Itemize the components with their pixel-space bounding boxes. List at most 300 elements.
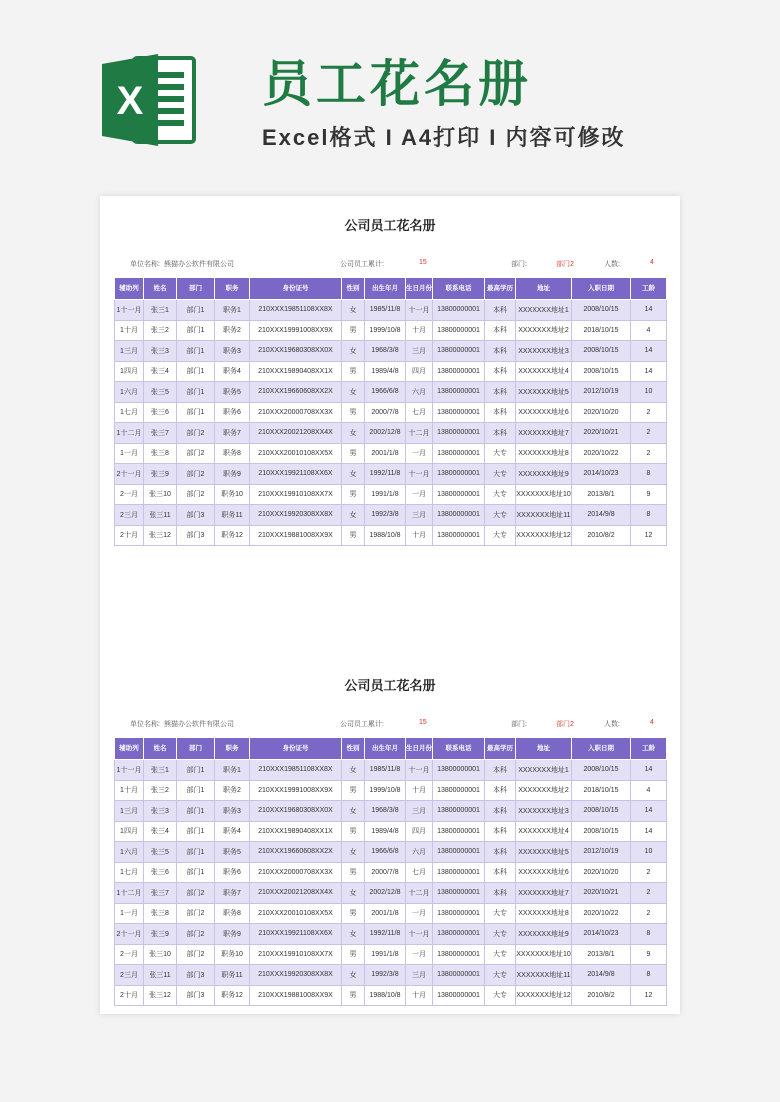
cell-hire-date[interactable]: 2010/8/2 <box>572 985 631 1006</box>
cell-education[interactable]: 大专 <box>485 484 516 505</box>
cell-aux[interactable]: 1三月 <box>115 801 144 822</box>
cell-dept[interactable]: 部门1 <box>177 300 215 321</box>
cell-dept[interactable]: 部门2 <box>177 903 215 924</box>
cell-bday-month[interactable]: 六月 <box>406 842 433 863</box>
cell-id[interactable]: 210XXX20000708XX3X <box>250 402 342 423</box>
cell-id[interactable]: 210XXX19921108XX6X <box>250 464 342 485</box>
cell-birth[interactable]: 2000/7/8 <box>365 862 406 883</box>
cell-id[interactable]: 210XXX19920308XX8X <box>250 965 342 986</box>
cell-name[interactable]: 张三6 <box>144 402 177 423</box>
cell-aux[interactable]: 1一月 <box>115 443 144 464</box>
cell-name[interactable]: 张三11 <box>144 505 177 526</box>
cell-gender[interactable]: 男 <box>342 484 365 505</box>
cell-bday-month[interactable]: 一月 <box>406 944 433 965</box>
cell-birth[interactable]: 1989/4/8 <box>365 361 406 382</box>
cell-bday-month[interactable]: 十二月 <box>406 423 433 444</box>
cell-bday-month[interactable]: 一月 <box>406 484 433 505</box>
cell-hire-date[interactable]: 2014/10/23 <box>572 464 631 485</box>
cell-hire-date[interactable]: 2012/10/19 <box>572 842 631 863</box>
cell-address[interactable]: XXXXXXX地址6 <box>516 862 572 883</box>
cell-bday-month[interactable]: 十二月 <box>406 883 433 904</box>
cell-name[interactable]: 张三8 <box>144 903 177 924</box>
cell-bday-month[interactable]: 七月 <box>406 862 433 883</box>
cell-dept[interactable]: 部门2 <box>177 464 215 485</box>
cell-seniority[interactable]: 4 <box>631 780 667 801</box>
cell-name[interactable]: 张三9 <box>144 924 177 945</box>
cell-name[interactable]: 张三4 <box>144 361 177 382</box>
cell-aux[interactable]: 1十二月 <box>115 423 144 444</box>
cell-education[interactable]: 本科 <box>485 361 516 382</box>
cell-birth[interactable]: 1999/10/8 <box>365 320 406 341</box>
cell-aux[interactable]: 2一月 <box>115 944 144 965</box>
cell-address[interactable]: XXXXXXX地址2 <box>516 780 572 801</box>
cell-id[interactable]: 210XXX19881008XX9X <box>250 985 342 1006</box>
cell-address[interactable]: XXXXXXX地址3 <box>516 341 572 362</box>
cell-education[interactable]: 本科 <box>485 760 516 781</box>
cell-id[interactable]: 210XXX19921108XX6X <box>250 924 342 945</box>
cell-education[interactable]: 本科 <box>485 801 516 822</box>
cell-hire-date[interactable]: 2014/9/8 <box>572 965 631 986</box>
cell-birth[interactable]: 1988/10/8 <box>365 525 406 546</box>
cell-seniority[interactable]: 10 <box>631 842 667 863</box>
cell-dept[interactable]: 部门3 <box>177 965 215 986</box>
cell-seniority[interactable]: 14 <box>631 821 667 842</box>
cell-name[interactable]: 张三7 <box>144 423 177 444</box>
cell-birth[interactable]: 1985/11/8 <box>365 300 406 321</box>
cell-education[interactable]: 大专 <box>485 965 516 986</box>
cell-name[interactable]: 张三1 <box>144 760 177 781</box>
cell-dept[interactable]: 部门2 <box>177 484 215 505</box>
cell-education[interactable]: 大专 <box>485 924 516 945</box>
cell-gender[interactable]: 女 <box>342 464 365 485</box>
cell-hire-date[interactable]: 2008/10/15 <box>572 300 631 321</box>
cell-phone[interactable]: 13800000001 <box>433 361 485 382</box>
cell-address[interactable]: XXXXXXX地址8 <box>516 903 572 924</box>
cell-hire-date[interactable]: 2020/10/22 <box>572 443 631 464</box>
cell-aux[interactable]: 1四月 <box>115 821 144 842</box>
cell-hire-date[interactable]: 2020/10/21 <box>572 883 631 904</box>
cell-education[interactable]: 大专 <box>485 505 516 526</box>
cell-role[interactable]: 职务3 <box>215 801 250 822</box>
cell-phone[interactable]: 13800000001 <box>433 842 485 863</box>
cell-role[interactable]: 职务4 <box>215 821 250 842</box>
cell-phone[interactable]: 13800000001 <box>433 464 485 485</box>
cell-role[interactable]: 职务2 <box>215 780 250 801</box>
cell-id[interactable]: 210XXX19851108XX8X <box>250 300 342 321</box>
cell-aux[interactable]: 1十二月 <box>115 883 144 904</box>
cell-birth[interactable]: 2002/12/8 <box>365 423 406 444</box>
cell-phone[interactable]: 13800000001 <box>433 402 485 423</box>
cell-role[interactable]: 职务1 <box>215 760 250 781</box>
cell-gender[interactable]: 女 <box>342 423 365 444</box>
cell-gender[interactable]: 女 <box>342 505 365 526</box>
cell-seniority[interactable]: 2 <box>631 443 667 464</box>
cell-seniority[interactable]: 2 <box>631 402 667 423</box>
cell-gender[interactable]: 男 <box>342 944 365 965</box>
cell-address[interactable]: XXXXXXX地址5 <box>516 382 572 403</box>
cell-seniority[interactable]: 8 <box>631 505 667 526</box>
cell-role[interactable]: 职务7 <box>215 883 250 904</box>
cell-phone[interactable]: 13800000001 <box>433 944 485 965</box>
cell-phone[interactable]: 13800000001 <box>433 780 485 801</box>
cell-address[interactable]: XXXXXXX地址12 <box>516 985 572 1006</box>
cell-id[interactable]: 210XXX20021208XX4X <box>250 883 342 904</box>
cell-hire-date[interactable]: 2008/10/15 <box>572 361 631 382</box>
cell-seniority[interactable]: 8 <box>631 965 667 986</box>
cell-role[interactable]: 职务8 <box>215 903 250 924</box>
cell-id[interactable]: 210XXX20010108XX5X <box>250 443 342 464</box>
cell-birth[interactable]: 1966/6/8 <box>365 382 406 403</box>
cell-education[interactable]: 本科 <box>485 382 516 403</box>
cell-gender[interactable]: 女 <box>342 842 365 863</box>
cell-phone[interactable]: 13800000001 <box>433 525 485 546</box>
cell-hire-date[interactable]: 2020/10/22 <box>572 903 631 924</box>
cell-aux[interactable]: 1七月 <box>115 862 144 883</box>
cell-bday-month[interactable]: 七月 <box>406 402 433 423</box>
cell-seniority[interactable]: 2 <box>631 862 667 883</box>
cell-bday-month[interactable]: 三月 <box>406 965 433 986</box>
cell-id[interactable]: 210XXX19920308XX8X <box>250 505 342 526</box>
cell-name[interactable]: 张三10 <box>144 484 177 505</box>
cell-gender[interactable]: 女 <box>342 341 365 362</box>
cell-role[interactable]: 职务6 <box>215 862 250 883</box>
cell-address[interactable]: XXXXXXX地址6 <box>516 402 572 423</box>
cell-id[interactable]: 210XXX19680308XX0X <box>250 341 342 362</box>
cell-education[interactable]: 大专 <box>485 903 516 924</box>
cell-dept[interactable]: 部门2 <box>177 924 215 945</box>
cell-phone[interactable]: 13800000001 <box>433 883 485 904</box>
cell-bday-month[interactable]: 六月 <box>406 382 433 403</box>
cell-role[interactable]: 职务3 <box>215 341 250 362</box>
cell-bday-month[interactable]: 四月 <box>406 821 433 842</box>
cell-role[interactable]: 职务1 <box>215 300 250 321</box>
cell-birth[interactable]: 2000/7/8 <box>365 402 406 423</box>
cell-id[interactable]: 210XXX19991008XX9X <box>250 780 342 801</box>
cell-dept[interactable]: 部门1 <box>177 341 215 362</box>
cell-education[interactable]: 本科 <box>485 423 516 444</box>
cell-dept[interactable]: 部门1 <box>177 382 215 403</box>
cell-phone[interactable]: 13800000001 <box>433 382 485 403</box>
cell-phone[interactable]: 13800000001 <box>433 423 485 444</box>
cell-bday-month[interactable]: 十月 <box>406 320 433 341</box>
cell-aux[interactable]: 1十一月 <box>115 760 144 781</box>
cell-id[interactable]: 210XXX19881008XX9X <box>250 525 342 546</box>
cell-aux[interactable]: 1六月 <box>115 842 144 863</box>
cell-education[interactable]: 本科 <box>485 821 516 842</box>
cell-bday-month[interactable]: 十月 <box>406 525 433 546</box>
cell-birth[interactable]: 1989/4/8 <box>365 821 406 842</box>
cell-hire-date[interactable]: 2013/8/1 <box>572 484 631 505</box>
cell-aux[interactable]: 1六月 <box>115 382 144 403</box>
cell-education[interactable]: 本科 <box>485 341 516 362</box>
cell-name[interactable]: 张三4 <box>144 821 177 842</box>
cell-name[interactable]: 张三10 <box>144 944 177 965</box>
cell-aux[interactable]: 1七月 <box>115 402 144 423</box>
cell-gender[interactable]: 女 <box>342 300 365 321</box>
cell-phone[interactable]: 13800000001 <box>433 862 485 883</box>
cell-aux[interactable]: 2一月 <box>115 484 144 505</box>
cell-birth[interactable]: 1992/11/8 <box>365 924 406 945</box>
cell-id[interactable]: 210XXX20010108XX5X <box>250 903 342 924</box>
cell-hire-date[interactable]: 2008/10/15 <box>572 760 631 781</box>
cell-hire-date[interactable]: 2008/10/15 <box>572 821 631 842</box>
cell-seniority[interactable]: 10 <box>631 382 667 403</box>
cell-id[interactable]: 210XXX19991008XX9X <box>250 320 342 341</box>
cell-name[interactable]: 张三1 <box>144 300 177 321</box>
cell-role[interactable]: 职务4 <box>215 361 250 382</box>
cell-education[interactable]: 大专 <box>485 944 516 965</box>
cell-address[interactable]: XXXXXXX地址11 <box>516 965 572 986</box>
cell-name[interactable]: 张三5 <box>144 842 177 863</box>
cell-address[interactable]: XXXXXXX地址8 <box>516 443 572 464</box>
cell-name[interactable]: 张三7 <box>144 883 177 904</box>
cell-id[interactable]: 210XXX19660608XX2X <box>250 842 342 863</box>
cell-gender[interactable]: 女 <box>342 760 365 781</box>
cell-id[interactable]: 210XXX19890408XX1X <box>250 821 342 842</box>
cell-dept[interactable]: 部门1 <box>177 320 215 341</box>
cell-name[interactable]: 张三8 <box>144 443 177 464</box>
cell-gender[interactable]: 女 <box>342 801 365 822</box>
cell-name[interactable]: 张三3 <box>144 341 177 362</box>
cell-birth[interactable]: 1988/10/8 <box>365 985 406 1006</box>
cell-bday-month[interactable]: 十一月 <box>406 300 433 321</box>
cell-phone[interactable]: 13800000001 <box>433 821 485 842</box>
cell-bday-month[interactable]: 十一月 <box>406 760 433 781</box>
cell-hire-date[interactable]: 2010/8/2 <box>572 525 631 546</box>
cell-address[interactable]: XXXXXXX地址3 <box>516 801 572 822</box>
cell-bday-month[interactable]: 十月 <box>406 780 433 801</box>
cell-dept[interactable]: 部门1 <box>177 760 215 781</box>
cell-bday-month[interactable]: 十一月 <box>406 924 433 945</box>
cell-id[interactable]: 210XXX19680308XX0X <box>250 801 342 822</box>
cell-education[interactable]: 大专 <box>485 525 516 546</box>
cell-seniority[interactable]: 9 <box>631 944 667 965</box>
cell-aux[interactable]: 2三月 <box>115 965 144 986</box>
cell-bday-month[interactable]: 三月 <box>406 341 433 362</box>
cell-seniority[interactable]: 8 <box>631 464 667 485</box>
cell-gender[interactable]: 男 <box>342 443 365 464</box>
cell-aux[interactable]: 1十月 <box>115 780 144 801</box>
cell-address[interactable]: XXXXXXX地址7 <box>516 423 572 444</box>
cell-aux[interactable]: 1十一月 <box>115 300 144 321</box>
cell-address[interactable]: XXXXXXX地址12 <box>516 525 572 546</box>
cell-phone[interactable]: 13800000001 <box>433 505 485 526</box>
cell-seniority[interactable]: 14 <box>631 760 667 781</box>
cell-address[interactable]: XXXXXXX地址10 <box>516 484 572 505</box>
cell-dept[interactable]: 部门2 <box>177 443 215 464</box>
cell-birth[interactable]: 1968/3/8 <box>365 341 406 362</box>
cell-dept[interactable]: 部门3 <box>177 985 215 1006</box>
cell-address[interactable]: XXXXXXX地址4 <box>516 821 572 842</box>
cell-aux[interactable]: 2三月 <box>115 505 144 526</box>
cell-birth[interactable]: 1966/6/8 <box>365 842 406 863</box>
cell-dept[interactable]: 部门2 <box>177 883 215 904</box>
cell-id[interactable]: 210XXX19910108XX7X <box>250 944 342 965</box>
cell-dept[interactable]: 部门1 <box>177 402 215 423</box>
cell-seniority[interactable]: 14 <box>631 300 667 321</box>
cell-role[interactable]: 职务7 <box>215 423 250 444</box>
cell-hire-date[interactable]: 2008/10/15 <box>572 341 631 362</box>
cell-seniority[interactable]: 2 <box>631 903 667 924</box>
cell-education[interactable]: 本科 <box>485 842 516 863</box>
cell-dept[interactable]: 部门2 <box>177 423 215 444</box>
cell-role[interactable]: 职务10 <box>215 944 250 965</box>
cell-role[interactable]: 职务9 <box>215 464 250 485</box>
cell-role[interactable]: 职务8 <box>215 443 250 464</box>
cell-hire-date[interactable]: 2014/10/23 <box>572 924 631 945</box>
cell-role[interactable]: 职务11 <box>215 505 250 526</box>
cell-birth[interactable]: 1991/1/8 <box>365 944 406 965</box>
cell-name[interactable]: 张三12 <box>144 525 177 546</box>
cell-education[interactable]: 本科 <box>485 402 516 423</box>
cell-name[interactable]: 张三2 <box>144 320 177 341</box>
cell-address[interactable]: XXXXXXX地址9 <box>516 464 572 485</box>
cell-seniority[interactable]: 14 <box>631 801 667 822</box>
cell-role[interactable]: 职务12 <box>215 985 250 1006</box>
cell-gender[interactable]: 女 <box>342 382 365 403</box>
cell-education[interactable]: 本科 <box>485 862 516 883</box>
cell-phone[interactable]: 13800000001 <box>433 760 485 781</box>
cell-phone[interactable]: 13800000001 <box>433 924 485 945</box>
cell-bday-month[interactable]: 三月 <box>406 505 433 526</box>
cell-hire-date[interactable]: 2014/9/8 <box>572 505 631 526</box>
cell-dept[interactable]: 部门3 <box>177 505 215 526</box>
cell-birth[interactable]: 1991/1/8 <box>365 484 406 505</box>
cell-seniority[interactable]: 12 <box>631 525 667 546</box>
cell-gender[interactable]: 男 <box>342 525 365 546</box>
cell-gender[interactable]: 女 <box>342 924 365 945</box>
cell-hire-date[interactable]: 2020/10/20 <box>572 402 631 423</box>
cell-education[interactable]: 本科 <box>485 883 516 904</box>
cell-aux[interactable]: 2十月 <box>115 985 144 1006</box>
cell-hire-date[interactable]: 2008/10/15 <box>572 801 631 822</box>
cell-name[interactable]: 张三11 <box>144 965 177 986</box>
cell-birth[interactable]: 2001/1/8 <box>365 443 406 464</box>
cell-name[interactable]: 张三12 <box>144 985 177 1006</box>
cell-address[interactable]: XXXXXXX地址1 <box>516 760 572 781</box>
cell-bday-month[interactable]: 十月 <box>406 985 433 1006</box>
cell-aux[interactable]: 2十一月 <box>115 924 144 945</box>
cell-aux[interactable]: 1一月 <box>115 903 144 924</box>
cell-role[interactable]: 职务10 <box>215 484 250 505</box>
cell-birth[interactable]: 1985/11/8 <box>365 760 406 781</box>
cell-seniority[interactable]: 9 <box>631 484 667 505</box>
cell-phone[interactable]: 13800000001 <box>433 341 485 362</box>
cell-hire-date[interactable]: 2018/10/15 <box>572 320 631 341</box>
cell-phone[interactable]: 13800000001 <box>433 985 485 1006</box>
cell-phone[interactable]: 13800000001 <box>433 320 485 341</box>
cell-dept[interactable]: 部门3 <box>177 525 215 546</box>
cell-name[interactable]: 张三6 <box>144 862 177 883</box>
cell-hire-date[interactable]: 2020/10/20 <box>572 862 631 883</box>
cell-address[interactable]: XXXXXXX地址1 <box>516 300 572 321</box>
cell-education[interactable]: 大专 <box>485 443 516 464</box>
cell-seniority[interactable]: 14 <box>631 361 667 382</box>
cell-birth[interactable]: 1992/3/8 <box>365 965 406 986</box>
cell-name[interactable]: 张三2 <box>144 780 177 801</box>
cell-seniority[interactable]: 2 <box>631 883 667 904</box>
cell-bday-month[interactable]: 一月 <box>406 903 433 924</box>
cell-gender[interactable]: 男 <box>342 320 365 341</box>
cell-address[interactable]: XXXXXXX地址9 <box>516 924 572 945</box>
cell-gender[interactable]: 女 <box>342 965 365 986</box>
cell-dept[interactable]: 部门1 <box>177 780 215 801</box>
cell-dept[interactable]: 部门1 <box>177 842 215 863</box>
cell-gender[interactable]: 男 <box>342 402 365 423</box>
cell-birth[interactable]: 2002/12/8 <box>365 883 406 904</box>
cell-gender[interactable]: 女 <box>342 883 365 904</box>
cell-gender[interactable]: 男 <box>342 862 365 883</box>
cell-phone[interactable]: 13800000001 <box>433 801 485 822</box>
cell-dept[interactable]: 部门1 <box>177 801 215 822</box>
cell-phone[interactable]: 13800000001 <box>433 903 485 924</box>
cell-phone[interactable]: 13800000001 <box>433 300 485 321</box>
cell-id[interactable]: 210XXX19660608XX2X <box>250 382 342 403</box>
cell-gender[interactable]: 男 <box>342 780 365 801</box>
cell-address[interactable]: XXXXXXX地址11 <box>516 505 572 526</box>
cell-hire-date[interactable]: 2013/8/1 <box>572 944 631 965</box>
cell-id[interactable]: 210XXX19910108XX7X <box>250 484 342 505</box>
cell-education[interactable]: 大专 <box>485 464 516 485</box>
cell-dept[interactable]: 部门1 <box>177 821 215 842</box>
cell-birth[interactable]: 1992/11/8 <box>365 464 406 485</box>
cell-gender[interactable]: 男 <box>342 985 365 1006</box>
cell-seniority[interactable]: 12 <box>631 985 667 1006</box>
cell-id[interactable]: 210XXX20021208XX4X <box>250 423 342 444</box>
cell-aux[interactable]: 1十月 <box>115 320 144 341</box>
cell-aux[interactable]: 2十月 <box>115 525 144 546</box>
cell-bday-month[interactable]: 一月 <box>406 443 433 464</box>
cell-phone[interactable]: 13800000001 <box>433 965 485 986</box>
cell-seniority[interactable]: 2 <box>631 423 667 444</box>
cell-address[interactable]: XXXXXXX地址4 <box>516 361 572 382</box>
cell-id[interactable]: 210XXX19890408XX1X <box>250 361 342 382</box>
cell-phone[interactable]: 13800000001 <box>433 443 485 464</box>
cell-birth[interactable]: 1992/3/8 <box>365 505 406 526</box>
cell-seniority[interactable]: 8 <box>631 924 667 945</box>
cell-gender[interactable]: 男 <box>342 821 365 842</box>
cell-name[interactable]: 张三3 <box>144 801 177 822</box>
cell-education[interactable]: 大专 <box>485 985 516 1006</box>
cell-role[interactable]: 职务11 <box>215 965 250 986</box>
cell-birth[interactable]: 1999/10/8 <box>365 780 406 801</box>
cell-role[interactable]: 职务5 <box>215 382 250 403</box>
cell-address[interactable]: XXXXXXX地址10 <box>516 944 572 965</box>
cell-id[interactable]: 210XXX20000708XX3X <box>250 862 342 883</box>
cell-address[interactable]: XXXXXXX地址5 <box>516 842 572 863</box>
cell-address[interactable]: XXXXXXX地址2 <box>516 320 572 341</box>
cell-id[interactable]: 210XXX19851108XX8X <box>250 760 342 781</box>
cell-bday-month[interactable]: 十一月 <box>406 464 433 485</box>
cell-gender[interactable]: 男 <box>342 361 365 382</box>
cell-role[interactable]: 职务12 <box>215 525 250 546</box>
cell-aux[interactable]: 2十一月 <box>115 464 144 485</box>
cell-hire-date[interactable]: 2018/10/15 <box>572 780 631 801</box>
cell-role[interactable]: 职务9 <box>215 924 250 945</box>
cell-address[interactable]: XXXXXXX地址7 <box>516 883 572 904</box>
cell-bday-month[interactable]: 四月 <box>406 361 433 382</box>
cell-phone[interactable]: 13800000001 <box>433 484 485 505</box>
cell-role[interactable]: 职务5 <box>215 842 250 863</box>
cell-dept[interactable]: 部门1 <box>177 862 215 883</box>
cell-role[interactable]: 职务2 <box>215 320 250 341</box>
cell-seniority[interactable]: 14 <box>631 341 667 362</box>
cell-hire-date[interactable]: 2020/10/21 <box>572 423 631 444</box>
cell-birth[interactable]: 1968/3/8 <box>365 801 406 822</box>
cell-dept[interactable]: 部门2 <box>177 944 215 965</box>
cell-education[interactable]: 本科 <box>485 300 516 321</box>
cell-bday-month[interactable]: 三月 <box>406 801 433 822</box>
